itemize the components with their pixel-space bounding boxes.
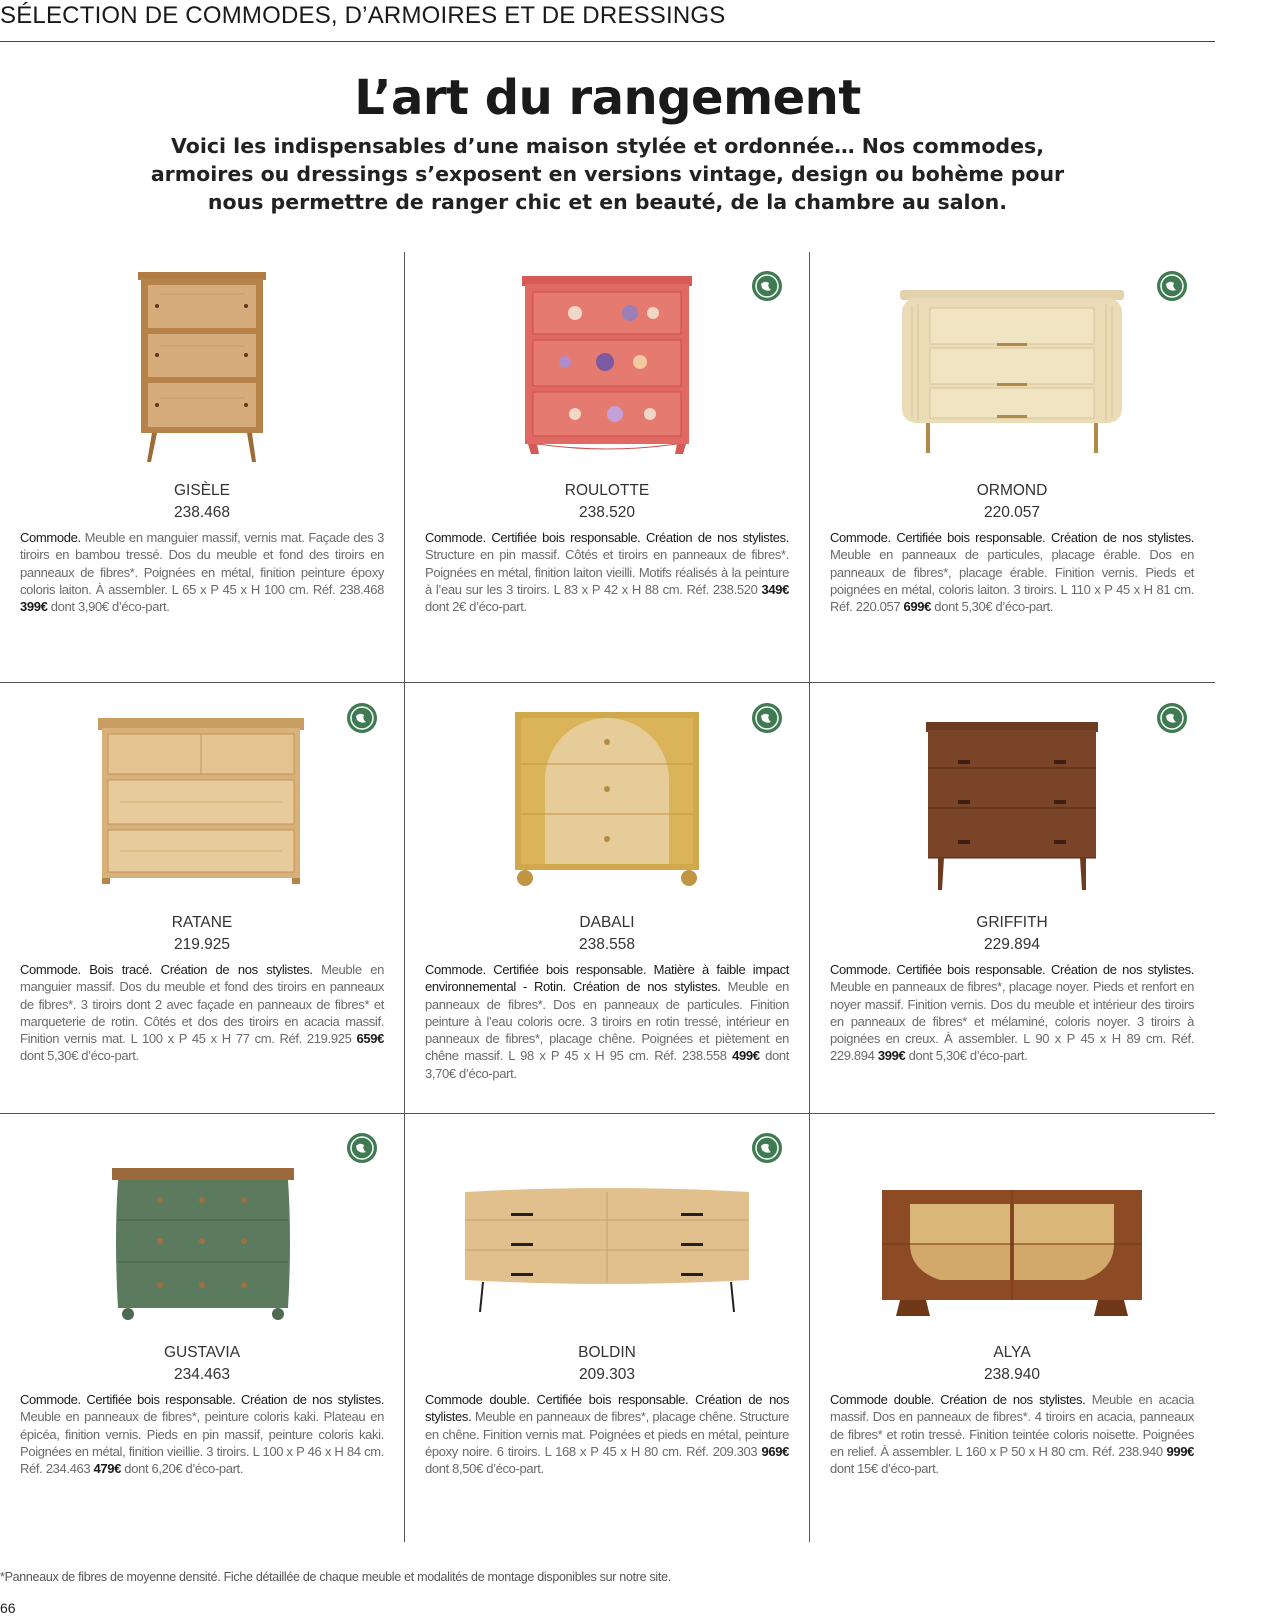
- product-description: Commode double. Certifiée bois responsable. Création de nos stylistes. Meuble en panneaux de fibres*, placage chêne. Structure en chêne. Finition vernis mat. Poignées et pieds en métal, peinture époxy noire. 6 tiroirs. L 168 x P 45 x H 80 cm. Réf. 209.303 969€ dont 8,50€ d’éco-part.: [425, 1392, 789, 1477]
- product-description: Commode. Bois tracé. Création de nos stylistes. Meuble en manguier massif. Dos du meuble et fond des tiroirs en panneaux de fibres*. 3 tiroirs dont 2 avec façade en panneaux de fibres* et marqueterie de rotin. Côtés et dos des tiroirs en acacia massif. Finition vernis mat. L 100 x P 45 x H 77 cm. Réf. 219.925 659€ dont 5,30€ d’éco-part.: [20, 962, 384, 1064]
- row-divider: [0, 1113, 1215, 1114]
- price: 969€: [761, 1443, 789, 1459]
- product-card: [830, 258, 1194, 615]
- roulotte-dresser-image: [425, 258, 789, 468]
- column-divider: [809, 252, 810, 1542]
- footnote: *Panneaux de fibres de moyenne densité. Fiche détaillée de chaque meuble et modalités de montage disponibles sur notre site.: [0, 1570, 671, 1584]
- product-name: BOLDIN: [578, 1344, 636, 1361]
- product-description: Commode. Meuble en manguier massif, vernis mat. Façade des 3 tiroirs en bambou tressé. Dos du meuble et fond des tiroirs en panneaux de fibres*. Poignées en métal, finition peinture époxy coloris laiton. À assembler. L 65 x P 45 x H 100 cm. Réf. 238.468 399€ dont 3,90€ d’éco-part.: [20, 530, 384, 615]
- price: 479€: [93, 1461, 122, 1477]
- eco-badge-icon: [1156, 702, 1188, 734]
- price: 349€: [761, 581, 789, 597]
- column-divider: [404, 252, 405, 1542]
- page-headline: L’art du rangement: [354, 70, 861, 126]
- product-card: [425, 1120, 789, 1477]
- eco-badge-icon: [751, 702, 783, 734]
- product-name: ROULOTTE: [564, 482, 650, 499]
- alya-dresser-image: [830, 1120, 1194, 1330]
- product-card: [20, 1120, 384, 1477]
- eco-badge-icon: [751, 1132, 783, 1164]
- gustavia-dresser-image: [20, 1120, 384, 1330]
- eco-badge-icon: [1156, 270, 1188, 302]
- product-description: Commode. Certifiée bois responsable. Création de nos stylistes. Meuble en panneaux de fibres*, placage noyer. Pieds et renfort en noyer massif. Finition vernis. Dos du meuble et intérieur des tiroirs en panneaux de fibres* et mélaminé, coloris noyer. 3 tiroirs à poignées en creux. À assembler. L 90 x P 45 x H 89 cm. Réf. 229.894 399€ dont 5,30€ d’éco-part.: [830, 962, 1194, 1064]
- product-ref: 219.925: [173, 936, 231, 953]
- griffith-dresser-image: [830, 690, 1194, 900]
- price: 659€: [356, 1031, 384, 1047]
- product-name: DABALI: [579, 914, 635, 931]
- row-divider: [0, 682, 1215, 683]
- ormond-dresser-image: [830, 258, 1194, 468]
- product-ref: 238.468: [173, 504, 231, 521]
- product-name: RATANE: [171, 914, 233, 931]
- intro-text: Voici les indispensables d’une maison stylée et ordonnée… Nos commodes, armoires ou dressings s’exposent en versions vintage, design ou bohème pour nous permettre de ranger chic et en beauté, de la chambre au salon.: [150, 134, 1065, 214]
- eco-badge-icon: [346, 1132, 378, 1164]
- price: 399€: [877, 1048, 906, 1064]
- product-name: GRIFFITH: [976, 914, 1048, 931]
- product-description: Commode. Certifiée bois responsable. Création de nos stylistes. Meuble en panneaux de particules, placage érable. Dos en panneaux de fibres*, placage érable. Finition vernis. Pieds et poignées en métal, coloris laiton. 3 tiroirs. L 110 x P 45 x H 81 cm. Réf. 220.057 699€ dont 5,30€ d’éco-part.: [830, 530, 1194, 615]
- price: 399€: [20, 599, 48, 615]
- dabali-dresser-image: [425, 690, 789, 900]
- product-ref: 238.520: [578, 504, 636, 521]
- product-name: ALYA: [993, 1344, 1031, 1361]
- boldin-dresser-image: [425, 1120, 789, 1330]
- product-description: Commode double. Création de nos stylistes. Meuble en acacia massif. Dos en panneaux de fibres*. 4 tiroirs en acacia, panneaux de fibres* et rotin tressé. Finition teintée coloris noisette. Poignées en relief. À assembler. L 160 x P 50 x H 80 cm. Réf. 238.940 999€ dont 15€ d’éco-part.: [830, 1392, 1195, 1477]
- page-number: 66: [0, 1600, 16, 1616]
- product-name: GUSTAVIA: [163, 1344, 241, 1361]
- eco-badge-icon: [751, 270, 783, 302]
- product-ref: 209.303: [578, 1366, 636, 1383]
- ratane-dresser-image: [20, 690, 384, 900]
- price: 699€: [903, 599, 932, 615]
- gisele-dresser-image: [20, 258, 384, 468]
- product-ref: 238.940: [983, 1366, 1041, 1383]
- product-ref: 234.463: [173, 1366, 231, 1383]
- product-ref: 238.558: [578, 936, 636, 953]
- product-description: Commode. Certifiée bois responsable. Création de nos stylistes. Structure en pin massif. Côtés et tiroirs en panneaux de fibres*. Poignées en métal, finition laiton vieilli. Motifs réalisés à la peinture à l’eau sur les 3 tiroirs. L 83 x P 42 x H 88 cm. Réf. 238.520 349€ dont 2€ d’éco-part.: [425, 530, 789, 615]
- product-ref: 229.894: [983, 936, 1041, 953]
- product-ref: 220.057: [983, 504, 1041, 521]
- product-name: ORMOND: [976, 482, 1048, 499]
- product-card: [830, 1120, 1194, 1477]
- product-card: [20, 690, 384, 1065]
- product-card: [830, 690, 1194, 1065]
- product-card: [20, 258, 384, 615]
- product-description: Commode. Certifiée bois responsable. Création de nos stylistes. Meuble en panneaux de fibres*, peinture coloris kaki. Plateau en épicéa, finition vernis. Pieds en pin massif, peinture coloris kaki. Poignées en métal, finition vieillie. 3 tiroirs. L 100 x P 46 x H 84 cm. Réf. 234.463 479€ dont 6,20€ d’éco-part.: [20, 1392, 384, 1477]
- section-title: SÉLECTION DE COMMODES, D’ARMOIRES ET DE DRESSINGS: [0, 2, 726, 29]
- price: 999€: [1166, 1443, 1194, 1459]
- eco-badge-icon: [346, 702, 378, 734]
- top-divider: [0, 41, 1215, 42]
- product-description: Commode. Certifiée bois responsable. Matière à faible impact environnemental - Rotin. Création de nos stylistes. Meuble en panneaux de fibres*. Dos en panneaux de particules. Finition peinture à l’eau coloris ocre. 3 tiroirs en rotin tressé, intérieur en panneaux de fibres*, placage chêne. Poignées et piètement en chêne massif. L 98 x P 45 x H 95 cm. Réf. 238.558 499€ dont 3,70€ d’éco-part.: [425, 962, 789, 1081]
- product-card: [425, 258, 789, 615]
- product-name: GISÈLE: [174, 482, 230, 499]
- price: 499€: [732, 1048, 760, 1064]
- product-card: [425, 690, 789, 1082]
